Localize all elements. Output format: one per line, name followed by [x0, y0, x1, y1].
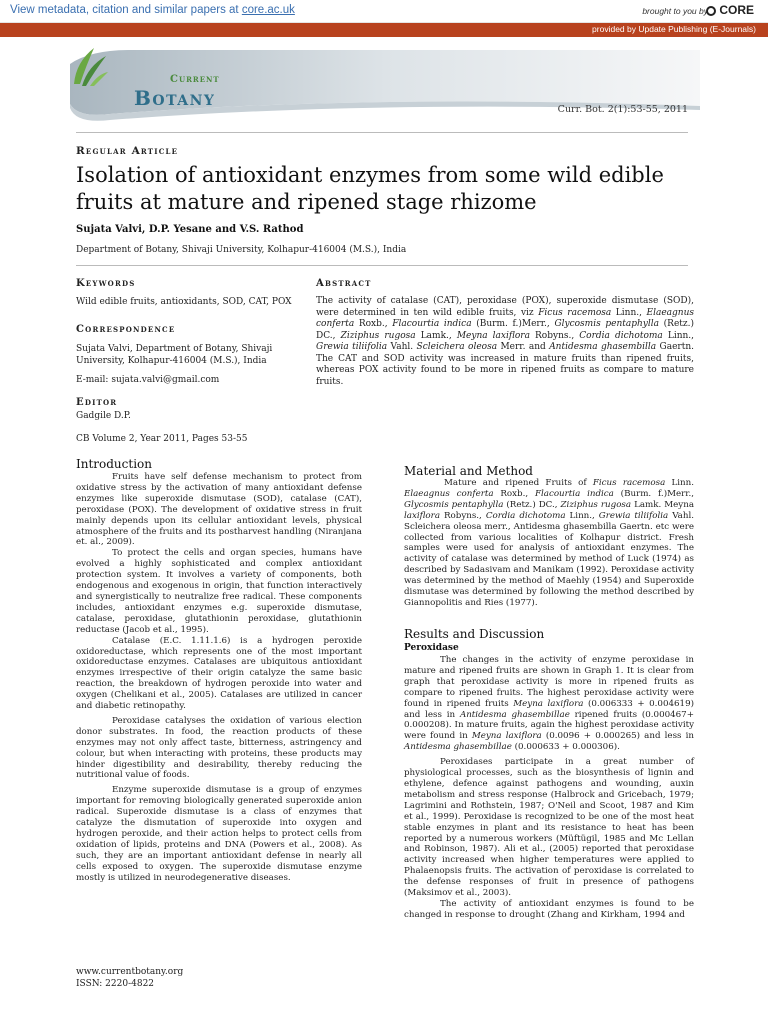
introduction-body [76, 472, 362, 884]
results-heading: Results and Discussion [404, 627, 545, 641]
editor-heading: Editor [76, 397, 118, 408]
metadata-text: View metadata, citation and similar papers at [10, 4, 242, 16]
keywords-heading: Keywords [76, 278, 136, 289]
correspondence-heading: Correspondence [76, 324, 176, 335]
correspondence-email[interactable]: E-mail: sujata.valvi@gmail.com [76, 375, 220, 385]
results-paragraph: The changes in the activity of enzyme peroxidase in mature and ripened fruits are shown in Graph 1. It is clear from graph that peroxidase activity is more in ripened fruits as compare to ripened fruits. The highest peroxidase activity were found in ripened fruits Meyna laxiflora (0.006333 + 0.004619) and less in Antidesma ghasembillae ripened fruits (0.000467+ 0.000208). In mature fruits, again the highest peroxidase activity were found in Meyna laxiflora (0.0096 + 0.000265) and less in Antidesma ghasembillae (0.000633 + 0.000306). [404, 655, 694, 753]
journal-citation: Curr. Bot. 2(1):53-55, 2011 [557, 104, 688, 115]
volume-info: CB Volume 2, Year 2011, Pages 53-55 [76, 434, 248, 444]
intro-paragraph: Catalase (E.C. 1.11.1.6) is a hydrogen peroxide oxidoreductase, which represents one of the most important oxidoreductase enzymes. Catalases are ubiquitous antioxidant enzymes irrespective of their origin catalyze the same basic reaction, the breakdown of hydrogen peroxide into water and oxygen (Chelikani et al., 2005). Catalases are utilized in cancer and diabetic retinopathy. [76, 635, 362, 712]
logo-current-text: Current [170, 74, 220, 85]
brought-by-text: brought to you by [642, 6, 708, 16]
provided-by-text: provided by Update Publishing (E-Journals) [592, 24, 756, 34]
logo-botany-text: Botany [134, 86, 216, 110]
intro-paragraph: Fruits have self defense mechanism to protect from oxidative stress by the activation of many antioxidant defense enzymes like superoxide dismutase (SOD), catalase (CAT), peroxidase (POX). The development of oxidative stress in fruit mainly depends upon its cellular antioxidant levels, physical atmosphere of the fruits and its postharvest handling (Niranjana et. al., 2009). [76, 472, 362, 548]
article-affiliation: Department of Botany, Shivaji University, Kolhapur-416004 (M.S.), India [76, 245, 407, 255]
introduction-heading: Introduction [76, 457, 152, 471]
intro-paragraph: To protect the cells and organ species, humans have evolved a highly sophisticated and complex antioxidant protection system. It involves a variety of components, both endogenous and exogenous in origin, that function interactively and synergistically to neutralize free radical. These components includes, antioxidant enzymes e.g. superoxide dismutase, catalase, peroxidase, glutathionin peroxidase, glutathionin reductase (Jacob et al., 1995). [76, 548, 362, 635]
journal-banner [70, 44, 700, 128]
article-type: Regular Article [76, 145, 179, 157]
abstract-text: The activity of catalase (CAT), peroxidase (POX), superoxide dismutase (SOD), were determined in ten wild edible fruits, viz Ficus racemosa Linn., Elaeagnus conferta Roxb., Flacourtia indica (Burm. f.)Merr., Glycosmis pentaphylla (Retz.) DC., Ziziphus rugosa Lamk., Meyna laxiflora Robyns., Cordia dichotoma Linn., Grewia tiliifolia Vahl. Scleichera oleosa Merr. and Antidesma ghasembilla Gaertn. The CAT and SOD activity was increased in mature fruits than ripened fruits, whereas POX activity found to be more in ripened fruits as compare to mature fruits. [316, 296, 695, 387]
core-logo-text: CORE [719, 3, 754, 17]
core-gear-icon [706, 6, 716, 16]
footer-website[interactable]: www.currentbotany.org [76, 967, 184, 977]
keywords-text: Wild edible fruits, antioxidants, SOD, CAT, POX [76, 297, 292, 307]
provider-bar [0, 23, 768, 37]
methods-heading: Material and Method [404, 464, 533, 478]
correspondence-line1: Sujata Valvi, Department of Botany, Shivaji [76, 344, 273, 354]
results-body [404, 655, 694, 921]
correspondence-line2: University, Kolhapur-416004 (M.S.), India [76, 356, 267, 366]
editor-name: Gadgile D.P. [76, 411, 131, 421]
metadata-notice [10, 4, 295, 16]
core-link[interactable]: core.ac.uk [241, 4, 295, 16]
title-divider [76, 265, 688, 266]
intro-paragraph: Peroxidase catalyses the oxidation of various election donor substrates. In food, the reaction products of these enzymes may not only affect taste, bitterness, astringency and colour, but when interacting with proteins, these products may hinder digestibility and desirability, thereby reducing the nutritional value of foods. [76, 715, 362, 781]
results-paragraph: Peroxidases participate in a great number of physiological processes, such as the biosynthesis of lignin and ethylene, defence against pathogens and wounding, auxin metabolism and stress response (Halbrock and Gricebach, 1979; Lagrimini and Rothstein, 1987; O'Neil and Scoot, 1987 and Kim et al., 1999). Peroxidase is recognized to be one of the most heat stable enzymes in plant and its resistance to heat has been reported by a numerous workers (Müftügil, 1985 and Mc Lellan and Robinson, 1987). Ali et al., (2005) reported that peroxidase activity increased when higher temperatures were applied to Phalaenopsis fruits. The activation of peroxidase is correlated to the defense responses of fruit in presence of pathogens (Maksimov et al., 2003). [404, 757, 694, 899]
article-authors: Sujata Valvi, D.P. Yesane and V.S. Rathod [76, 224, 304, 235]
core-top-bar [0, 0, 768, 23]
footer-issn: ISSN: 2220-4822 [76, 979, 155, 989]
intro-paragraph: Enzyme superoxide dismutase is a group of enzymes important for removing biologically generated superoxide anion radical. Superoxide dismutase is a class of enzymes that catalyze the dismutation of superoxide into oxygen and hydrogen peroxide, and their action helps to protect cells from oxidation of lipids, proteins and DNA (Powers et al., 2008). As such, they are an important antioxidant defense in nearly all cells exposed to oxygen. The superoxide dismutase enzyme mostly is utilized in neurodegenerative diseases. [76, 785, 362, 883]
peroxidase-subheading: Peroxidase [404, 643, 459, 653]
abstract-heading: Abstract [316, 278, 372, 289]
methods-body: Mature and ripened Fruits of Ficus racemosa Linn. Elaeagnus conferta Roxb., Flacourtia indica (Burm. f.)Merr., Glycosmis pentaphylla (Retz.) DC., Ziziphus rugosa Lamk. Meyna laxiflora Robyns., Cordia dichotoma Linn., Grewia tiliifolia Vahl. Scleichera oleosa merr., Antidesma ghasembilla Gaertn. etc were collected from various localities of Kolhapur district. Fresh samples were used for analysis of antioxidant enzymes. The activity of catalase was determined by method of Luck (1974) as described by Sadasivam and Manikam (1992). Peroxidase activity was determined by the method of Maehly (1954) and Superoxide dismutase was determined by following the method described by Giannopolitis and Ries (1977). [404, 478, 694, 608]
results-paragraph: The activity of antioxidant enzymes is found to be changed in response to drought (Zhang and Kirkham, 1994 and [404, 898, 694, 920]
article-title: Isolation of antioxidant enzymes from some wild edible fruits at mature and ripened stage rhizome [76, 163, 664, 214]
core-logo[interactable] [706, 3, 754, 17]
header-divider [76, 132, 688, 133]
leaf-icon [70, 44, 110, 88]
